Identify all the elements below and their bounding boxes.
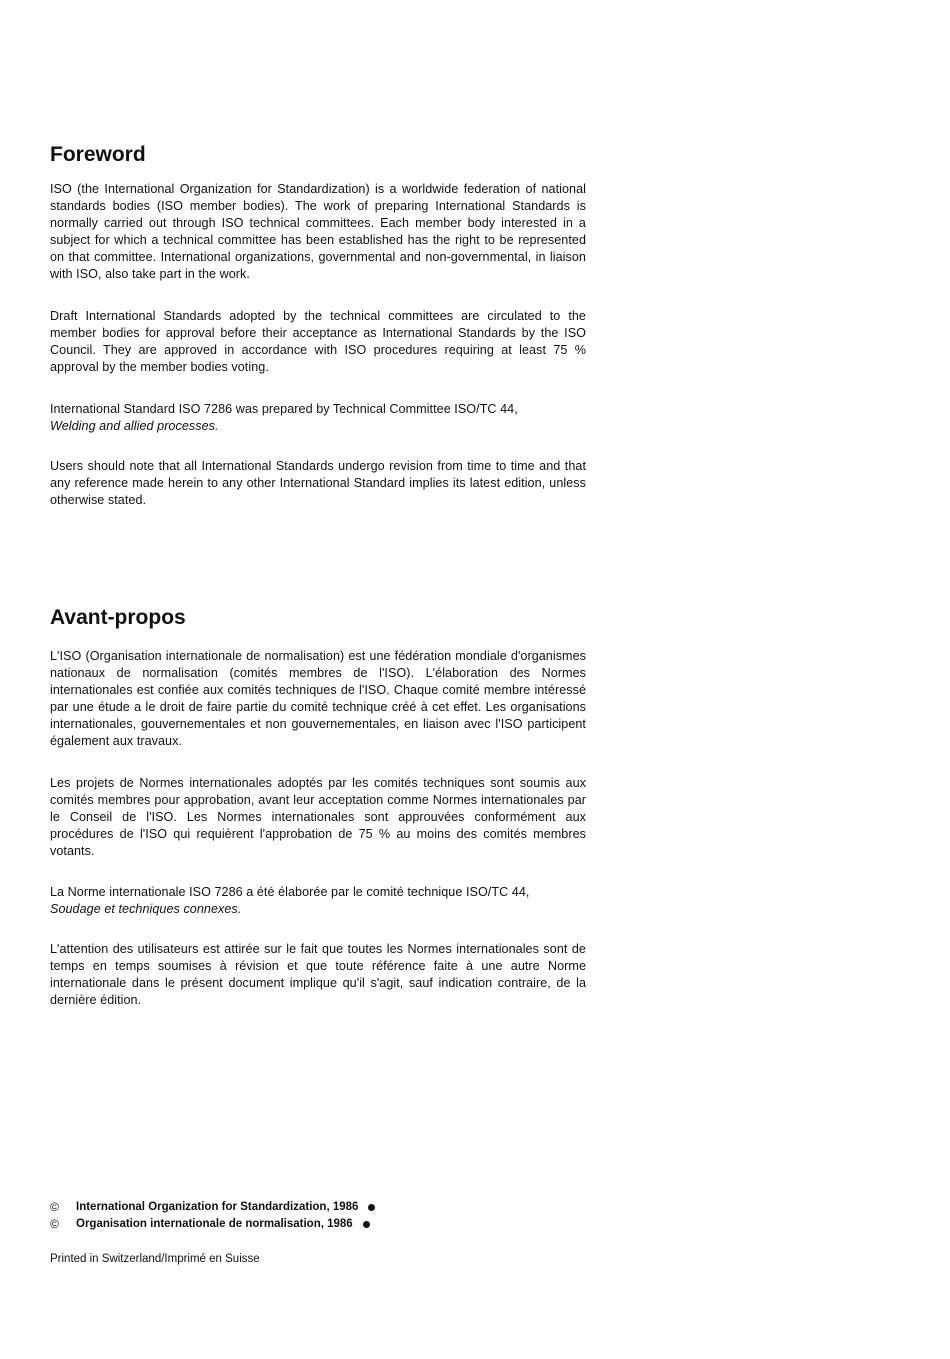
printed-in-note: Printed in Switzerland/Imprimé en Suisse <box>50 1253 260 1265</box>
copyright-french-text: Organisation internationale de normalisation, 1986 <box>76 1218 353 1230</box>
avant-propos-paragraph-3-line-1: La Norme internationale ISO 7286 a été élaborée par le comité technique ISO/TC 44, <box>50 885 530 899</box>
avant-propos-committee-title: Soudage et techniques connexes. <box>50 902 242 916</box>
foreword-heading: Foreword <box>50 143 146 166</box>
foreword-paragraph-3-line-1: International Standard ISO 7286 was prepared by Technical Committee ISO/TC 44, <box>50 402 518 416</box>
foreword-paragraph-4: Users should note that all International Standards undergo revision from time to time and that any reference made herein to any other International Standard implies its latest edition, unless otherwise stated. <box>50 459 586 507</box>
foreword-committee-title: Welding and allied processes. <box>50 419 219 433</box>
avant-propos-heading: Avant-propos <box>50 606 186 629</box>
bullet-dot-icon <box>363 1221 370 1228</box>
avant-propos-paragraph-1: L'ISO (Organisation internationale de normalisation) est une fédération mondiale d'organismes nationaux de normalisation (comités membres de l'ISO). L'élaboration des Normes internationales est confiée aux comités techniques de l'ISO. Chaque comité membre intéressé par une étude a le droit de faire partie du comité technique créé à cet effet. Les organisations internationales, gouvernementales et non gouvernementales, en liaison avec l'ISO participent également aux travaux. <box>50 649 586 748</box>
copyright-english <box>50 1199 375 1215</box>
avant-propos-paragraph-2: Les projets de Normes internationales adoptés par les comités techniques sont soumis aux comités membres pour approbation, avant leur acceptation comme Normes internationales par le Conseil de l'ISO. Les Normes internationales sont approuvées conformément aux procédures de l'ISO qui requièrent l'approbation de 75 % au moins des comités membres votants. <box>50 776 586 858</box>
copyright-icon: © <box>50 1200 59 1214</box>
foreword-paragraph-2: Draft International Standards adopted by the technical committees are circulated to the member bodies for approval before their acceptance as International Standards by the ISO Council. They are approved in accordance with ISO procedures requiring at least 75 % approval by the member bodies voting. <box>50 309 586 374</box>
foreword-paragraph-1: ISO (the International Organization for Standardization) is a worldwide federation of national standards bodies (ISO member bodies). The work of preparing International Standards is normally carried out through ISO technical committees. Each member body interested in a subject for which a technical committee has been established has the right to be represented on that committee. International organizations, governmental and non-governmental, in liaison with ISO, also take part in the work. <box>50 182 586 281</box>
copyright-icon: © <box>50 1217 59 1231</box>
copyright-english-text: International Organization for Standardization, 1986 <box>76 1201 359 1213</box>
bullet-dot-icon <box>368 1204 375 1211</box>
foreword-paragraph-3 <box>50 401 586 435</box>
avant-propos-paragraph-3 <box>50 884 586 918</box>
copyright-french <box>50 1216 370 1232</box>
avant-propos-paragraph-4: L'attention des utilisateurs est attirée sur le fait que toutes les Normes internationales sont de temps en temps soumises à révision et que toute référence faite à une autre Norme internationale dans le présent document implique qu'il s'agit, sauf indication contraire, de la dernière édition. <box>50 942 586 1007</box>
